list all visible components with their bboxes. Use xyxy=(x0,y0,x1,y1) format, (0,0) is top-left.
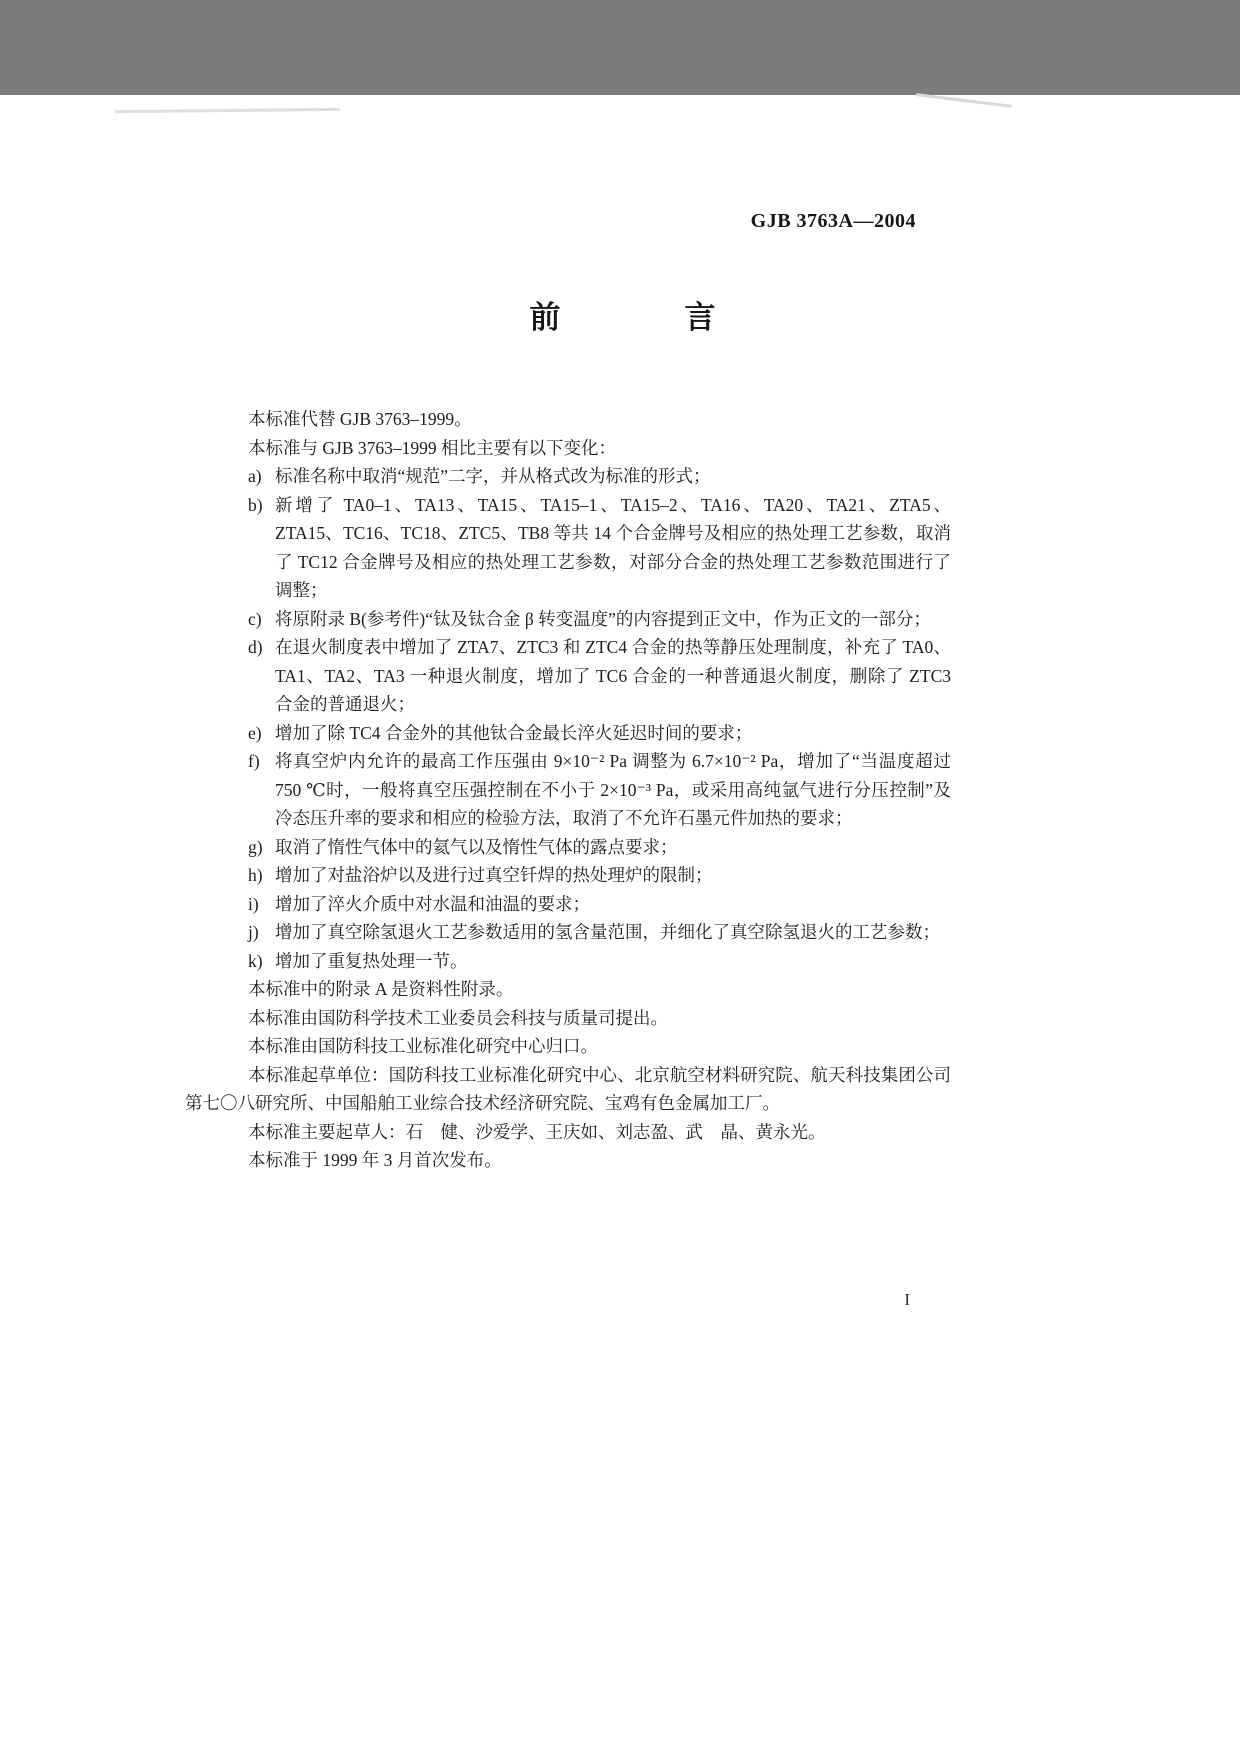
foreword-body xyxy=(185,405,951,1175)
change-item-text: 新增了 TA0–1、TA13、TA15、TA15–1、TA15–2、TA16、TA20、TA21、ZTA5、ZTA15、TC16、TC18、ZTC5、TB8 等共 14 个合金牌号及相应的热处理工艺参数，取消了 TC12 合金牌号及相应的热处理工艺参数，对部分合金的热处理工艺参数范围进行了调整； xyxy=(275,494,951,600)
changes-list xyxy=(185,462,951,975)
change-item-text: 增加了除 TC4 合金外的其他钛合金最长淬火延迟时间的要求； xyxy=(275,722,753,743)
change-item-text: 将真空炉内允许的最高工作压强由 9×10⁻² Pa 调整为 6.7×10⁻² Pa，增加了“当温度超过 750 ℃时，一般将真空压强控制在不小于 2×10⁻³ Pa，或采用高纯氩气进行分压控制”及冷态压升率的要求和相应的检验方法，取消了不允许石墨元件加热的要求； xyxy=(275,751,951,828)
change-item xyxy=(185,491,951,605)
scan-gray-band xyxy=(0,0,1240,95)
change-item-label: b) xyxy=(248,494,263,515)
intro-paragraph: 本标准代替 GJB 3763–1999。 xyxy=(248,409,472,429)
change-item-text: 增加了对盐浴炉以及进行过真空钎焊的热处理炉的限制； xyxy=(275,865,713,885)
change-item-text: 增加了淬火介质中对水温和油温的要求； xyxy=(275,893,590,914)
change-item xyxy=(185,890,951,919)
page-number: I xyxy=(904,1290,910,1309)
change-item-label: a) xyxy=(248,466,262,486)
change-item-text: 增加了真空除氢退火工艺参数适用的氢含量范围，并细化了真空除氢退火的工艺参数； xyxy=(275,922,940,942)
change-item xyxy=(185,947,951,976)
change-item-label: i) xyxy=(248,893,259,914)
scan-artifact-right xyxy=(916,93,1012,108)
closing-paragraph: 本标准于 1999 年 3 月首次发布。 xyxy=(248,1150,502,1170)
change-item-text: 增加了重复热处理一节。 xyxy=(275,950,468,971)
change-item-label: g) xyxy=(248,836,263,857)
closing-paragraph: 本标准主要起草人：石 健、沙爱学、王庆如、刘志盈、武 晶、黄永光。 xyxy=(248,1121,826,1142)
change-item-label: c) xyxy=(248,608,262,629)
change-item xyxy=(185,747,951,833)
change-item-text: 在退火制度表中增加了 ZTA7、ZTC3 和 ZTC4 合金的热等静压处理制度，补充了 TA0、TA1、TA2、TA3 一种退火制度，增加了 TC6 合金的一种普通退火制度，删除了 ZTC3 合金的普通退火； xyxy=(275,637,951,714)
change-item-label: h) xyxy=(248,865,263,885)
change-item-label: e) xyxy=(248,722,262,743)
change-item xyxy=(185,719,951,748)
change-item xyxy=(185,605,951,634)
change-item-text: 取消了惰性气体中的氦气以及惰性气体的露点要求； xyxy=(275,836,678,857)
change-item xyxy=(185,462,951,491)
change-item xyxy=(185,861,951,890)
scan-artifact-left xyxy=(115,108,340,113)
page-title: 前 言 xyxy=(529,300,716,335)
change-item xyxy=(185,918,951,947)
foreword-intro xyxy=(185,405,951,462)
change-item xyxy=(185,833,951,862)
change-item-label: k) xyxy=(248,950,263,971)
change-item-label: j) xyxy=(248,922,259,942)
closing-paragraph: 本标准起草单位：国防科技工业标准化研究中心、北京航空材料研究院、航天科技集团公司第七〇八研究所、中国船舶工业综合技术经济研究院、宝鸡有色金属加工厂。 xyxy=(185,1064,951,1113)
change-item-label: f) xyxy=(248,751,260,771)
closing-paragraph: 本标准由国防科技工业标准化研究中心归口。 xyxy=(248,1036,598,1056)
closing-paragraph: 本标准由国防科学技术工业委员会科技与质量司提出。 xyxy=(248,1007,668,1028)
doc-number: GJB 3763A—2004 xyxy=(750,210,916,232)
change-item xyxy=(185,633,951,719)
change-item-label: d) xyxy=(248,637,263,657)
closing-paragraphs xyxy=(185,975,951,1175)
closing-paragraph: 本标准中的附录 A 是资料性附录。 xyxy=(248,979,514,999)
change-item-text: 将原附录 B(参考件)“钛及钛合金 β 转变温度”的内容提到正文中，作为正文的一部分； xyxy=(275,608,931,629)
intro-paragraph: 本标准与 GJB 3763–1999 相比主要有以下变化： xyxy=(248,437,616,458)
change-item-text: 标准名称中取消“规范”二字，并从格式改为标准的形式； xyxy=(275,466,711,486)
